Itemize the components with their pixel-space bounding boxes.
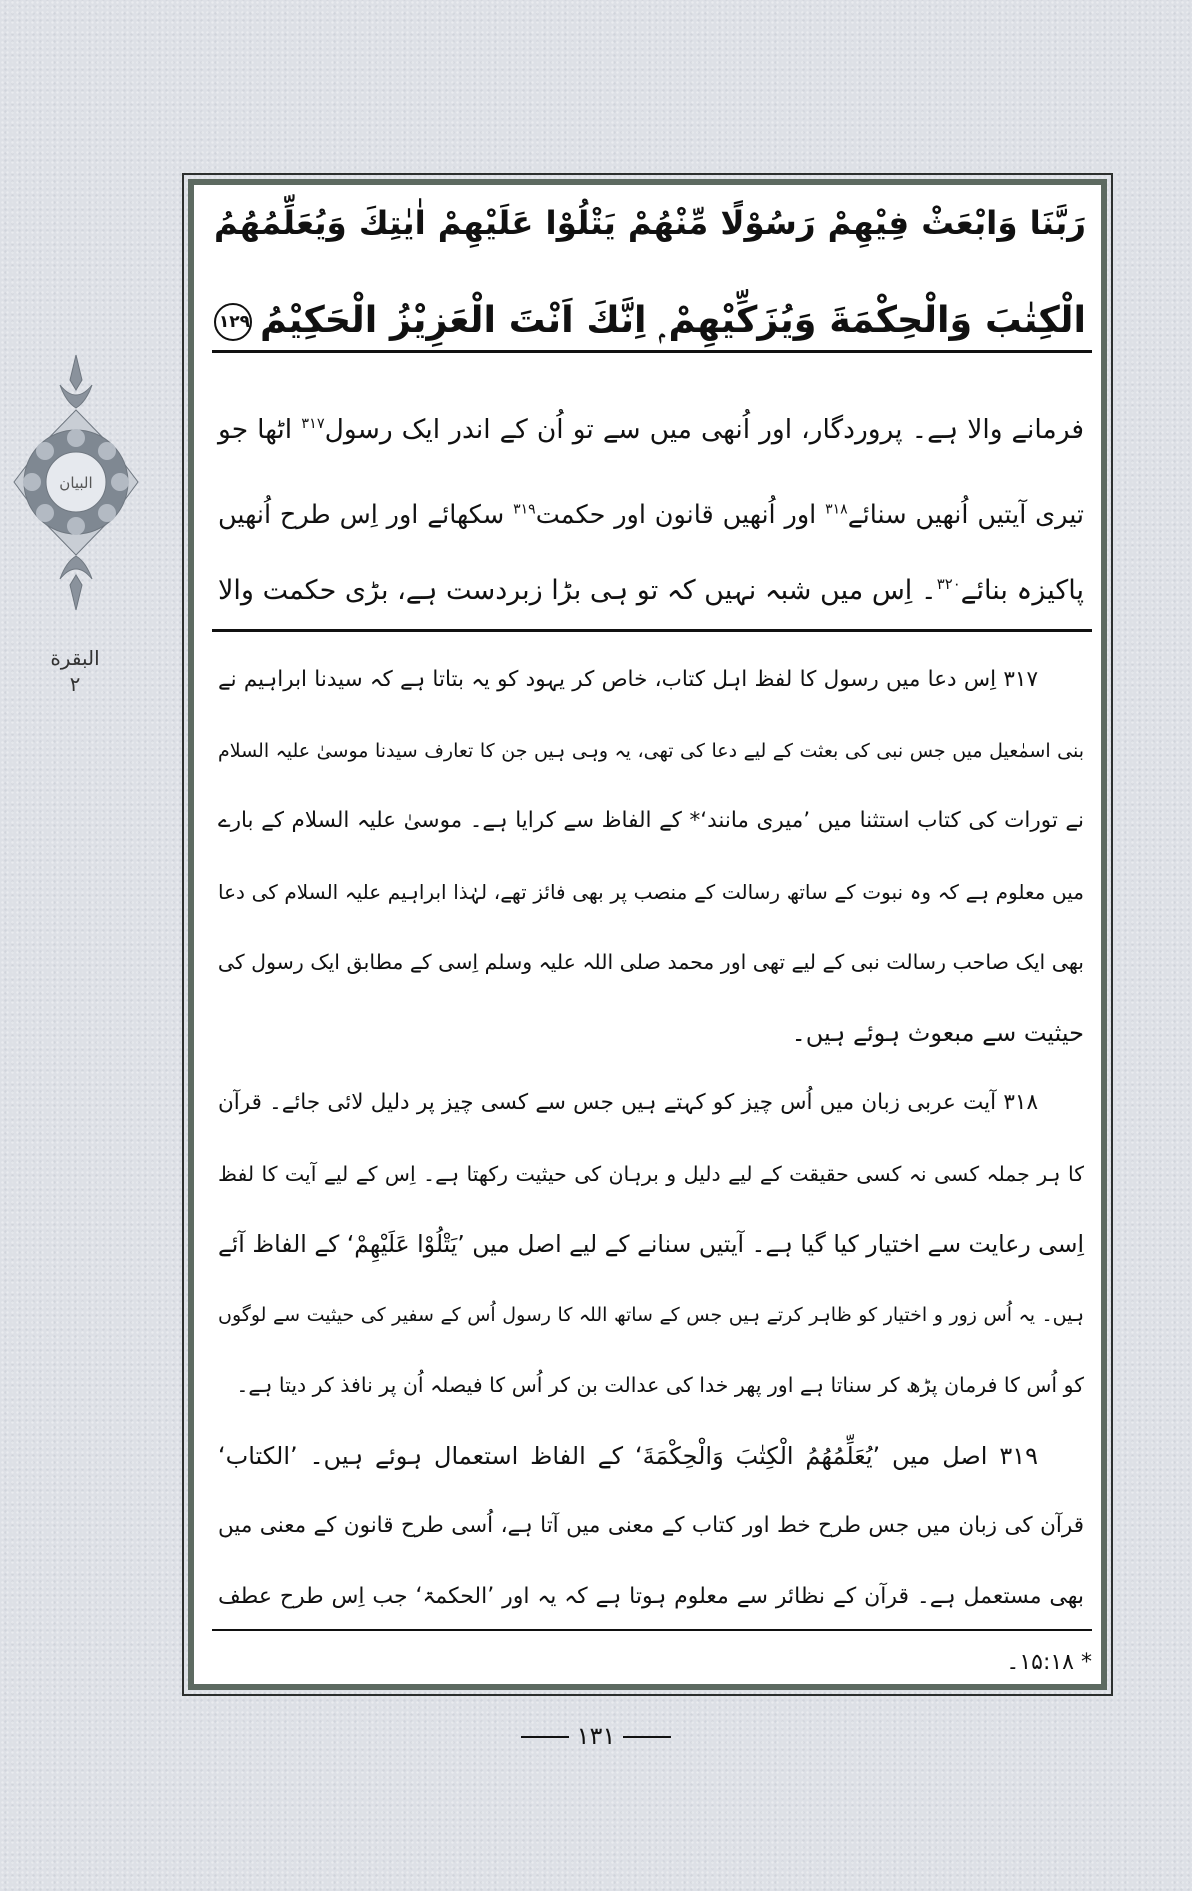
commentary-line: بھی مستعمل ہے۔ قرآن کے نظائر سے معلوم ہوتا ہے کہ یہ اور ’الحکمۃ‘ جب اِس طرح عطف bbox=[218, 1583, 1084, 1609]
commentary-line: اِسی رعایت سے اختیار کیا گیا ہے۔ آیتیں سنانے کے لیے اصل میں ’یَتْلُوْا عَلَيْهِمْ‘ کے الفاظ آئے bbox=[218, 1230, 1084, 1258]
verse-text: الْكِتٰبَ وَالْحِكْمَةَ وَيُزَكِّيْهِمْ ۭ اِنَّكَ اَنْتَ الْعَزِيْزُ الْحَكِيْمُ bbox=[260, 298, 1086, 341]
note-reference: ۳۱۷ bbox=[301, 415, 325, 433]
page-number bbox=[0, 1722, 1192, 1750]
commentary-note-start: ۳۱۹ اصل میں ’يُعَلِّمُهُمُ الْكِتٰبَ وَالْحِكْمَةَ‘ کے الفاظ استعمال ہوئے ہیں۔ ’الکتاب‘ bbox=[218, 1441, 1038, 1470]
surah-label bbox=[30, 645, 120, 697]
translation-text: پاکیزہ بنائے bbox=[960, 575, 1084, 606]
surah-number: ۲ bbox=[69, 672, 81, 696]
al-bayan-ornament bbox=[10, 350, 142, 615]
ayah-number-marker: ۱۲۹ bbox=[214, 303, 252, 341]
commentary-note-start: ۳۱۷ اِس دعا میں رسول کا لفظ اہل کتاب، خاص کر یہود کو یہ بتاتا ہے کہ سیدنا ابراہیم نے bbox=[218, 667, 1038, 692]
footnote-divider bbox=[212, 1629, 1092, 1631]
translation-text: اٹھا جو bbox=[218, 414, 302, 445]
verse-line: رَبَّنَا وَابْعَثْ فِيْهِمْ رَسُوْلًا مِّنْهُمْ يَتْلُوْا عَلَيْهِمْ اٰيٰتِكَ وَيُعَلِّمُهُمُ bbox=[214, 204, 1086, 242]
commentary-line: میں معلوم ہے کہ وہ نبوت کے ساتھ رسالت کے منصب پر بھی فائز تھے، لہٰذا ابراہیم علیہ السلام کی دعا bbox=[218, 879, 1084, 904]
translation-text: سکھائے اور اِس طرح اُنھیں bbox=[218, 500, 514, 530]
footnote: * ۱۵:۱۸۔ bbox=[1006, 1650, 1092, 1675]
commentary-line: کو اُس کا فرمان پڑھ کر سناتا ہے اور پھر خدا کی عدالت بن کر اُس کا فیصلہ اُن پر نافذ کر دیتا ہے۔ bbox=[236, 1373, 1084, 1397]
verse-line bbox=[214, 285, 1086, 355]
translation-line bbox=[218, 490, 1084, 540]
translation-text: اور اُنھیں قانون اور حکمت bbox=[535, 500, 826, 530]
commentary-line: ہیں۔ یہ اُس زور و اختیار کو ظاہر کرتے ہیں جس کے ساتھ اللہ کا رسول اُس کے سفیر کی حیثیت سے لوگوں bbox=[218, 1303, 1084, 1326]
note-reference: ۳۲۰ bbox=[936, 575, 961, 593]
translation-line bbox=[218, 405, 1084, 455]
page-number-text: ۱۳۱ bbox=[576, 1722, 616, 1750]
translation-line bbox=[218, 566, 1084, 616]
divider bbox=[212, 350, 1092, 353]
commentary-line: بھی ایک صاحب رسالت نبی کے لیے تھی اور محمد صلی اللہ علیہ وسلم اِسی کے مطابق ایک رسول کی bbox=[217, 950, 1084, 974]
translation-text: فرمانے والا ہے۔ پروردگار، اور اُنھی میں سے تو اُن کے اندر ایک رسول bbox=[324, 414, 1084, 445]
commentary-line: بنی اسمٰعیل میں جس نبی کی بعثت کے لیے دعا کی تھی، یہ وہی ہیں جن کا تعارف سیدنا موسیٰ علیہ السلام bbox=[218, 739, 1084, 762]
commentary-line: نے تورات کی کتاب استثنا میں ’میری مانند‘* کے الفاظ سے کرایا ہے۔ موسیٰ علیہ السلام کے بارے bbox=[218, 808, 1084, 833]
commentary-note-start: ۳۱۸ آیت عربی زبان میں اُس چیز کو کہتے ہیں جس سے کسی چیز پر دلیل لائی جائے۔ قرآن bbox=[218, 1090, 1038, 1115]
note-reference: ۳۱۸ bbox=[825, 501, 848, 518]
translation-text: تیری آیتیں اُنھیں سنائے bbox=[847, 500, 1084, 530]
note-reference: ۳۱۹ bbox=[513, 501, 536, 518]
divider bbox=[212, 629, 1092, 632]
commentary-line: حیثیت سے مبعوث ہوئے ہیں۔ bbox=[791, 1018, 1084, 1047]
translation-text: ۔ اِس میں شبہ نہیں کہ تو ہی بڑا زبردست ہے، بڑی حکمت والا bbox=[218, 575, 937, 606]
commentary-line: کا ہر جملہ کسی نہ کسی حقیقت کے لیے دلیل و برہان کی حیثیت رکھتا ہے۔ اِس کے لیے آیت کا لفظ bbox=[218, 1161, 1084, 1186]
commentary-line: قرآن کی زبان میں جس طرح خط اور کتاب کے معنی میں آتا ہے، اُسی طرح قانون کے معنی میں bbox=[218, 1513, 1084, 1538]
ornament-title: البیان bbox=[59, 474, 93, 492]
surah-name: البقرة bbox=[50, 646, 100, 670]
